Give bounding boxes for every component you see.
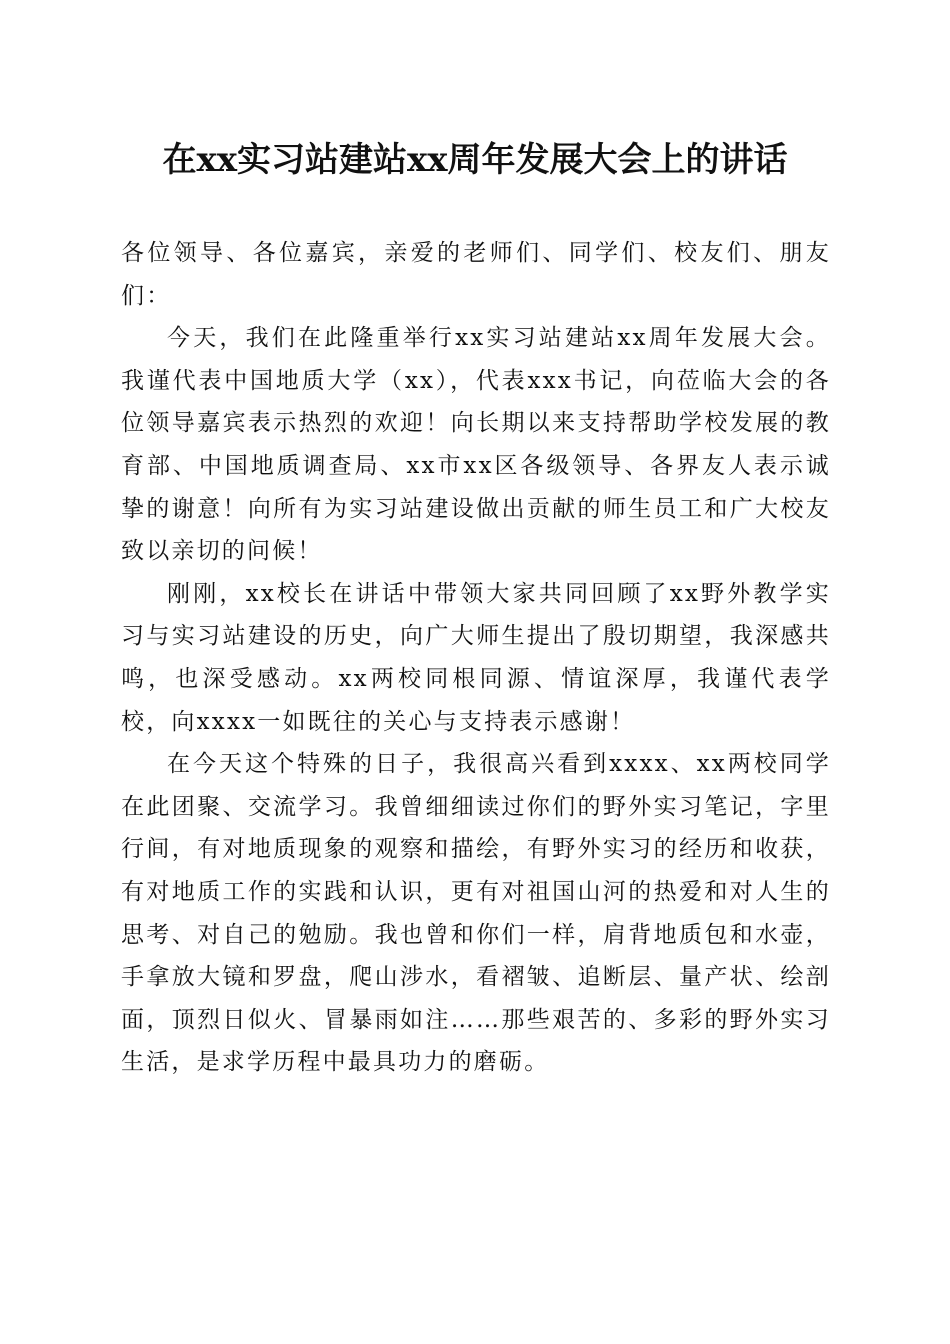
salutation-paragraph: 各位领导、各位嘉宾，亲爱的老师们、同学们、校友们、朋友们：: [121, 240, 831, 309]
body-paragraph-3: 在今天这个特殊的日子，我很高兴看到xxxx、xx两校同学在此团聚、交流学习。我曾细细读过你们的野外实习笔记，字里行间，有对地质现象的观察和描绘，有野外实习的经历和收获，有对地质工作的实践和认识，更有对祖国山河的热爱和对人生的思考、对自己的勉励。我也曾和你们一样，肩背地质包和水壶，手拿放大镜和罗盘，爬山涉水，看褶皱、追断层、量产状、绘剖面，顶烈日似火、冒暴雨如注……那些艰苦的、多彩的野外实习生活，是求学历程中最具功力的磨砺。: [121, 751, 831, 1076]
document-title: 在xx实习站建站xx周年发展大会上的讲话: [162, 140, 788, 180]
document-body: [121, 232, 831, 1084]
body-paragraph-2: 刚刚，xx校长在讲话中带领大家共同回顾了xx野外教学实习与实习站建设的历史，向广大师生提出了殷切期望，我深感共鸣，也深受感动。xx两校同根同源、情谊深厚，我谨代表学校，向xxxx一如既往的关心与支持表示感谢！: [121, 580, 831, 735]
body-paragraph-1: 今天，我们在此隆重举行xx实习站建站xx周年发展大会。我谨代表中国地质大学（xx），代表xxx书记，向莅临大会的各位领导嘉宾表示热烈的欢迎！向长期以来支持帮助学校发展的教育部、中国地质调查局、xx市xx区各级领导、各界友人表示诚挚的谢意！向所有为实习站建设做出贡献的师生员工和广大校友致以亲切的问候！: [121, 325, 831, 565]
